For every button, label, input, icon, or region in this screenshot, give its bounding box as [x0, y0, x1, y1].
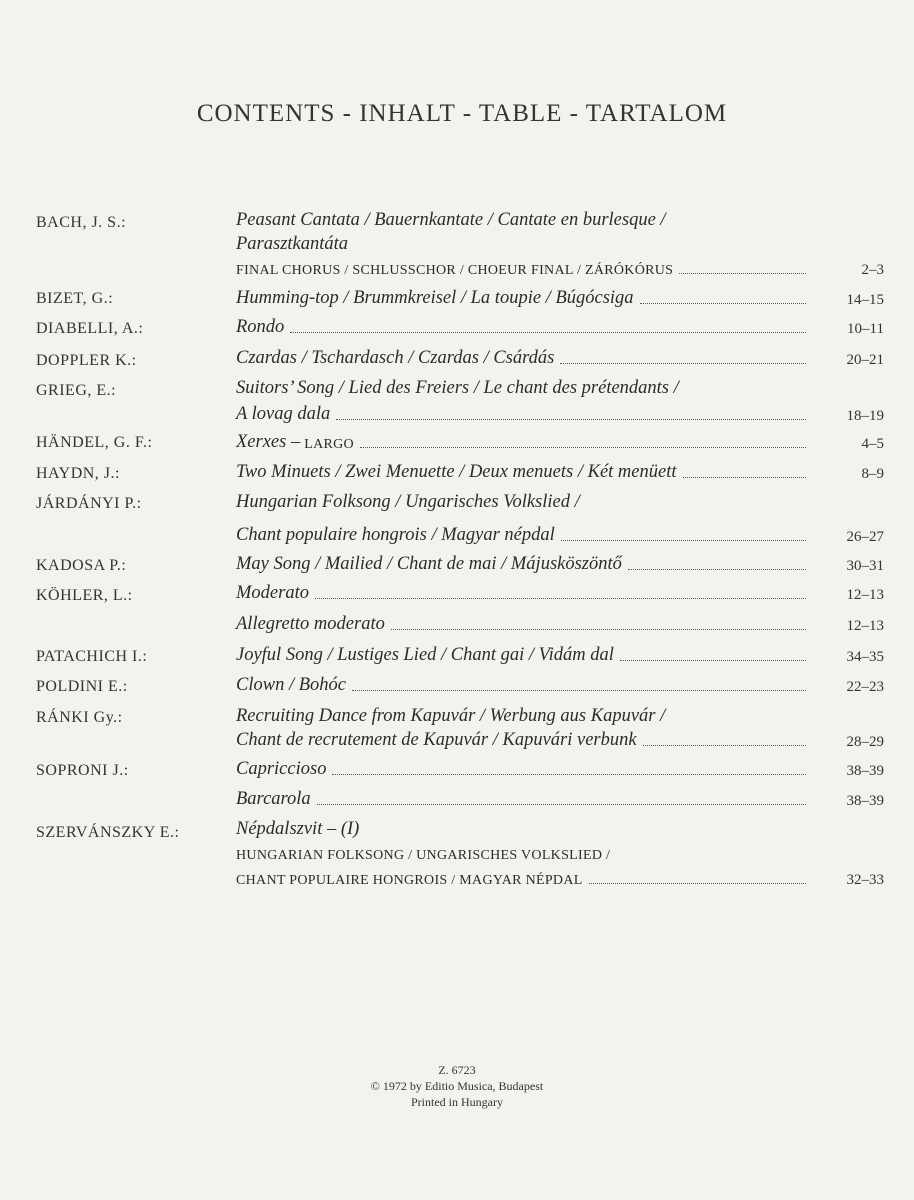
page-range: 28–29	[846, 734, 884, 750]
page-range: 38–39	[846, 763, 884, 779]
page-range: 26–27	[846, 529, 884, 545]
entry-title: Allegretto moderato	[236, 614, 385, 634]
entry-grieg-title-line1: Suitors’ Song / Lied des Freiers / Le chant des prétendants /	[236, 378, 679, 398]
dot-leader	[336, 418, 806, 420]
page-range: 2–3	[861, 262, 884, 278]
entry-jardanyi[interactable]	[236, 525, 884, 546]
page-range: 12–13	[846, 587, 884, 603]
page-range: 14–15	[846, 292, 884, 308]
entry-title: Xerxes –	[236, 432, 301, 452]
composer-kohler: KÖHLER, L.:	[36, 587, 133, 604]
entry-haydn[interactable]	[236, 462, 884, 483]
entry-bach-subtitle: FINAL CHORUS / SCHLUSSCHOR / CHOEUR FINAL / ZÁRÓKÓRUS	[236, 263, 674, 278]
dot-leader	[683, 476, 807, 478]
page-range: 34–35	[846, 649, 884, 665]
entry-title: Humming-top / Brummkreisel / La toupie / Búgócsiga	[236, 288, 634, 308]
dot-leader	[561, 539, 806, 541]
composer-haydn: HAYDN, J.:	[36, 465, 120, 482]
page-range: 18–19	[846, 408, 884, 424]
entry-title: Barcarola	[236, 789, 311, 809]
dot-leader	[589, 882, 806, 884]
dot-leader	[391, 628, 806, 630]
composer-bach: BACH, J. S.:	[36, 214, 127, 231]
entry-title: A lovag dala	[236, 404, 331, 424]
printed-in: Printed in Hungary	[411, 1095, 503, 1109]
composer-diabelli: DIABELLI, A.:	[36, 320, 144, 337]
page-range: 38–39	[846, 793, 884, 809]
composer-jardanyi: JÁRDÁNYI P.:	[36, 495, 142, 512]
entry-bach-title-line1: Peasant Cantata / Bauernkantate / Cantate en burlesque /	[236, 210, 666, 230]
composer-grieg: GRIEG, E.:	[36, 382, 117, 399]
dot-leader	[628, 568, 806, 570]
entry-title: May Song / Mailied / Chant de mai / Májusköszöntő	[236, 554, 622, 574]
entry-title: Chant de recrutement de Kapuvár / Kapuvári verbunk	[236, 730, 637, 750]
entry-handel[interactable]	[236, 432, 884, 453]
entry-title: Moderato	[236, 583, 309, 603]
composer-szervanszky: SZERVÁNSZKY E.:	[36, 824, 180, 841]
dot-leader	[332, 773, 806, 775]
composer-doppler: DOPPLER K.:	[36, 352, 137, 369]
page-title: CONTENTS - INHALT - TABLE - TARTALOM	[196, 100, 728, 127]
composer-poldini: POLDINI E.:	[36, 678, 128, 695]
page-range: 30–31	[846, 558, 884, 574]
entry-poldini[interactable]	[236, 675, 884, 696]
dot-leader	[620, 659, 806, 661]
entry-title: Rondo	[236, 317, 285, 337]
composer-soproni: SOPRONI J.:	[36, 762, 129, 779]
composer-handel: HÄNDEL, G. F.:	[36, 434, 153, 451]
dot-leader	[560, 362, 806, 364]
entry-kohler-2[interactable]	[236, 614, 884, 635]
entry-subtitle: LARGO	[304, 437, 354, 452]
dot-leader	[643, 744, 806, 746]
entry-patachich[interactable]	[236, 645, 884, 666]
entry-ranki[interactable]	[236, 730, 884, 751]
entry-kadosa[interactable]	[236, 554, 884, 575]
page-range: 12–13	[846, 618, 884, 634]
entry-title: Two Minuets / Zwei Menuette / Deux menuets / Két menüett	[236, 462, 677, 482]
composer-kadosa: KADOSA P.:	[36, 557, 127, 574]
entry-title: Capriccioso	[236, 759, 327, 779]
page-range: 22–23	[846, 679, 884, 695]
entry-soproni-2[interactable]	[236, 789, 884, 810]
catalog-code: Z. 6723	[438, 1063, 476, 1077]
entry-kohler-1[interactable]	[236, 583, 884, 604]
composer-bizet: BIZET, G.:	[36, 290, 114, 307]
page-range: 20–21	[846, 352, 884, 368]
entry-diabelli[interactable]	[236, 317, 884, 338]
dot-leader	[679, 272, 806, 274]
entry-bach-title-line2: Parasztkantáta	[236, 234, 349, 254]
entry-szervanszky-subtitle-line1: HUNGARIAN FOLKSONG / UNGARISCHES VOLKSLIED /	[236, 848, 611, 863]
dot-leader	[352, 689, 806, 691]
page-range: 32–33	[846, 872, 884, 888]
dot-leader	[315, 597, 806, 599]
copyright-notice: © 1972 by Editio Musica, Budapest	[370, 1079, 544, 1093]
entry-szervanszky-title: Népdalszvit – (I)	[236, 819, 360, 839]
entry-jardanyi-title-line1: Hungarian Folksong / Ungarisches Volkslied /	[236, 492, 580, 512]
entry-title: Czardas / Tschardasch / Czardas / Csárdás	[236, 348, 555, 368]
entry-title: Clown / Bohóc	[236, 675, 346, 695]
entry-bizet[interactable]	[236, 288, 884, 309]
composer-patachich: PATACHICH I.:	[36, 648, 148, 665]
entry-subtitle: CHANT POPULAIRE HONGROIS / MAGYAR NÉPDAL	[236, 873, 583, 888]
composer-ranki: RÁNKI Gy.:	[36, 709, 123, 726]
dot-leader	[360, 446, 806, 448]
dot-leader	[290, 331, 806, 333]
entry-doppler[interactable]	[236, 348, 884, 369]
entry-soproni-1[interactable]	[236, 759, 884, 780]
page-range: 8–9	[861, 466, 884, 482]
dot-leader	[640, 302, 806, 304]
entry-title: Chant populaire hongrois / Magyar népdal	[236, 525, 555, 545]
entry-grieg[interactable]	[236, 404, 884, 425]
page-range: 4–5	[861, 436, 884, 452]
publisher-footer	[0, 1062, 914, 1110]
entry-szervanszky[interactable]	[236, 872, 884, 889]
entry-title: Joyful Song / Lustiges Lied / Chant gai / Vidám dal	[236, 645, 614, 665]
entry-bach[interactable]	[236, 262, 884, 279]
dot-leader	[317, 803, 806, 805]
page-range: 10–11	[847, 321, 884, 337]
entry-ranki-title-line1: Recruiting Dance from Kapuvár / Werbung aus Kapuvár /	[236, 706, 666, 726]
